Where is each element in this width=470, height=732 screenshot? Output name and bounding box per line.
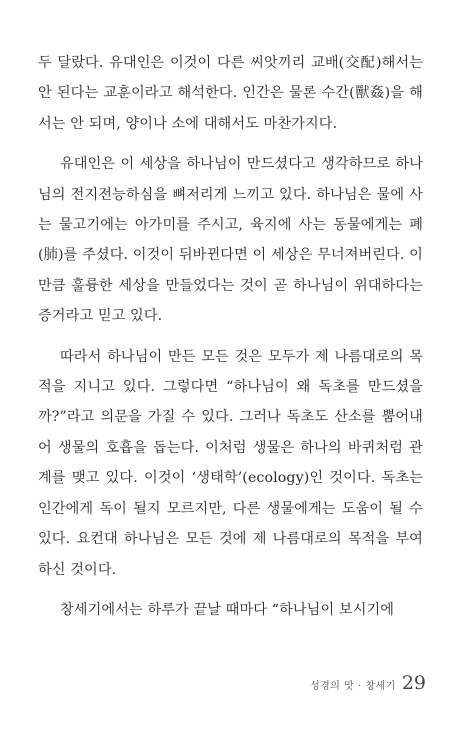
paragraph-3: 따라서 하나님이 만든 모든 것은 모두가 제 나름대로의 목적을 지니고 있다. 그렇다면 “하나님이 왜 독초를 만드셨을까?”라고 의문을 가질 수 있다. 그러나 독초도 산소를 뿜어내어 생물의 호흡을 돕는다. 이처럼 생물은 하나의 바퀴처럼 관계를 맺고 있다. 이것이 ‘생태학’(ecology)인 것이다. 독초는 인간에게 독이 될지 모르지만, 다른 생물에게는 도움이 될 수 있다. 요컨대 하나님은 모든 것에 제 나름대로의 목적을 부여하신 것이다. bbox=[38, 348, 423, 578]
paragraph-1: 두 달랐다. 유대인은 이것이 다른 씨앗끼리 교배(交配)해서는 안 된다는 교훈이라고 해석한다. 인간은 물론 수간(獸姦)을 해서는 안 되며, 양이나 소에 대해서도 마찬가지다. bbox=[38, 55, 423, 132]
paragraph-2: 유대인은 이 세상을 하나님이 만드셨다고 생각하므로 하나님의 전지전능하심을 뼈저리게 느끼고 있다. 하나님은 물에 사는 물고기에는 아가미를 주시고, 육지에 사는 동물에게는 폐(肺)를 주셨다. 이것이 뒤바뀐다면 이 세상은 무너져버린다. 이만큼 훌륭한 세상을 만들었다는 것이 곧 하나님이 위대하다는 증거라고 믿고 있다. bbox=[38, 156, 423, 325]
page-number: 29 bbox=[401, 672, 426, 694]
body-text bbox=[38, 48, 423, 625]
page-footer bbox=[310, 672, 426, 694]
paragraph-4: 창세기에서는 하루가 끝날 때마다 “하나님이 보시기에 bbox=[60, 601, 395, 618]
running-head: 성경의 맛 · 창세기 bbox=[309, 681, 396, 692]
